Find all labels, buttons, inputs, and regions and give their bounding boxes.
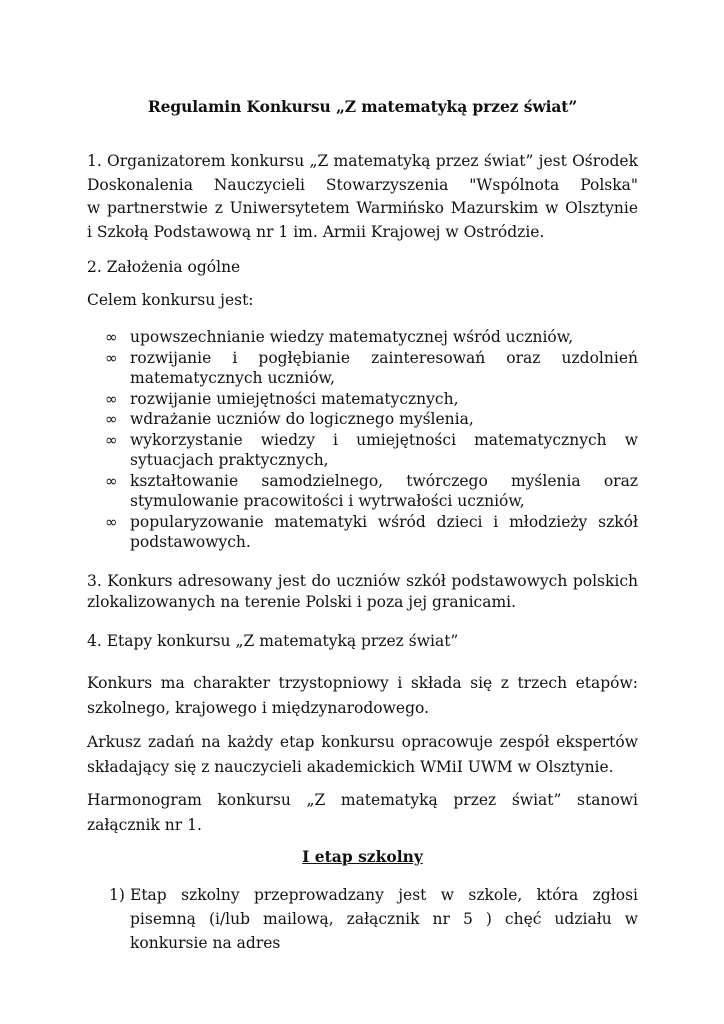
section-1-line: w partnerstwie z Uniwersytetem Warmińsko Mazurskim w Olsztynie	[87, 199, 638, 217]
document-title: Regulamin Konkursu „Z matematyką przez świat”	[147, 97, 578, 116]
section-1-line: 1. Organizatorem konkursu „Z matematyką przez świat” jest Ośrodek	[87, 152, 638, 170]
experts-paragraph: Arkusz zadań na każdy etap konkursu opracowuje zespół ekspertów składający się z nauczycieli akademickich WMiI UWM w Olsztynie.	[87, 733, 638, 776]
section-4-heading: 4. Etapy konkursu „Z matematyką przez świat”	[87, 632, 459, 650]
schedule-paragraph: Harmonogram konkursu „Z matematyką przez świat” stanowi załącznik nr 1.	[87, 791, 638, 834]
infinity-bullet-icon: ∞	[105, 471, 118, 490]
section-2-heading: 2. Założenia ogólne	[87, 258, 241, 276]
item-text: Etap szkolny przeprowadzany jest w szkole, która zgłosi pisemną (i/lub mailową, załącznik nr 5 ) chęć udziału w konkursie na adres	[130, 886, 638, 952]
list-item: ∞ wykorzystanie wiedzy i umiejętności matematycznych w sytuacjach praktycznych,	[105, 430, 638, 469]
list-item: ∞ rozwijanie umiejętności matematycznych,	[105, 389, 459, 408]
section-1-line: Doskonalenia Nauczycieli Stowarzyszenia "Wspólnota Polska"	[87, 175, 638, 194]
list-item: ∞ popularyzowanie matematyki wśród dzieci i młodzieży szkół podstawowych.	[105, 512, 638, 551]
infinity-bullet-icon: ∞	[105, 410, 118, 428]
numbered-item	[109, 883, 638, 955]
list-item: ∞ wdrażanie uczniów do logicznego myślenia,	[105, 410, 474, 428]
list-item: ∞ rozwijanie i pogłębianie zainteresowań oraz uzdolnień matematycznych uczniów,	[105, 348, 638, 387]
goals-list	[87, 327, 638, 553]
goals-intro: Celem konkursu jest:	[87, 291, 254, 309]
list-item: ∞ upowszechnianie wiedzy matematycznej wśród uczniów,	[105, 328, 574, 346]
item-number: 1)	[109, 886, 125, 904]
section-1-line: i Szkołą Podstawową nr 1 im. Armii Krajowej w Ostródzie.	[87, 222, 545, 241]
infinity-bullet-icon: ∞	[105, 430, 118, 449]
list-item: ∞ kształtowanie samodzielnego, twórczego myślenia oraz stymulowanie pracowitości i wytrwałości uczniów,	[105, 471, 638, 510]
infinity-bullet-icon: ∞	[105, 348, 118, 367]
stage-1-heading: I etap szkolny	[302, 847, 423, 866]
section-3-paragraph: 3. Konkurs adresowany jest do uczniów szkół podstawowych polskich zlokalizowanych na terenie Polski i poza jej granicami.	[87, 572, 638, 611]
stages-paragraph: Konkurs ma charakter trzystopniowy i składa się z trzech etapów: szkolnego, krajowego i międzynarodowego.	[87, 674, 638, 717]
infinity-bullet-icon: ∞	[105, 389, 118, 408]
section-1-paragraph	[87, 150, 638, 244]
infinity-bullet-icon: ∞	[105, 328, 118, 346]
infinity-bullet-icon: ∞	[105, 512, 118, 531]
